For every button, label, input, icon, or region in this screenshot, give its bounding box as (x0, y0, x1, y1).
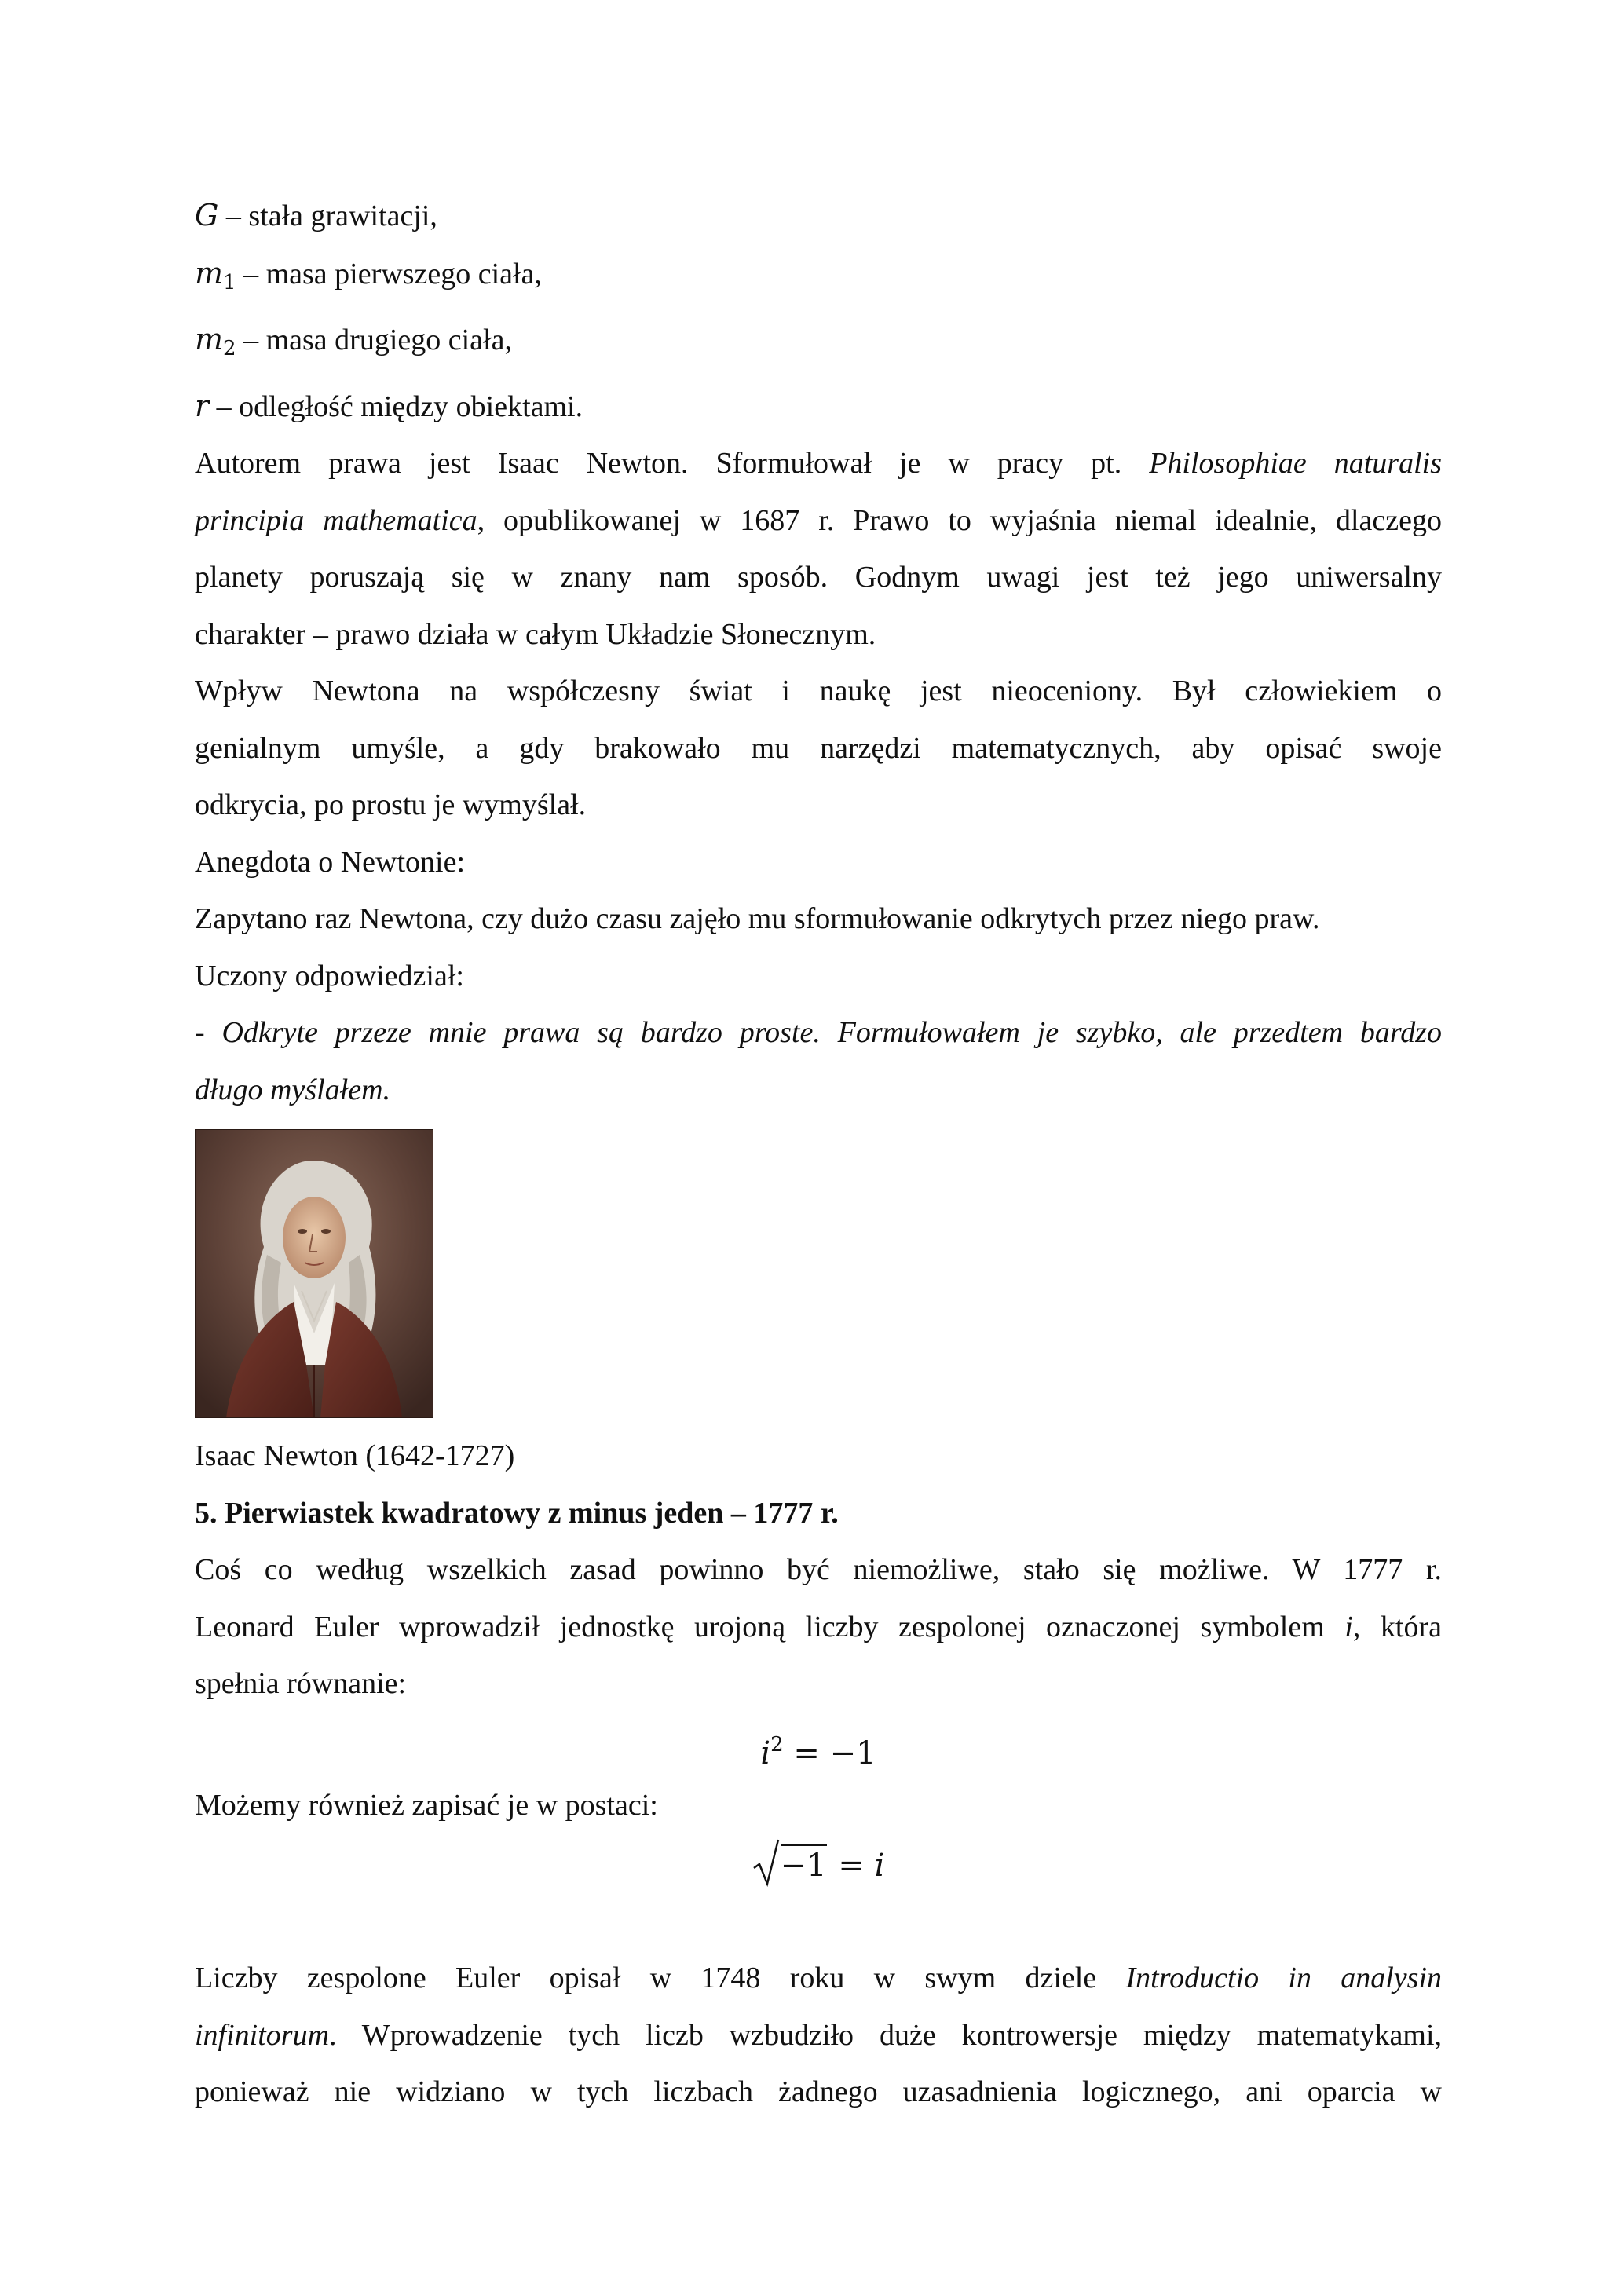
page-content (195, 187, 1442, 2121)
radical-sign-icon (752, 1838, 781, 1887)
definition-g-text: – stała grawitacji, (218, 199, 437, 232)
equation-sqrt-minus-one (195, 1834, 1442, 1898)
symbol-m2-subscript: 2 (223, 337, 236, 360)
symbol-m1-subscript: 1 (223, 270, 236, 294)
square-root (752, 1834, 828, 1898)
influence-paragraph-line-2: genialnym umyśle, a gdy brakowało mu narzędzi matematycznych, aby opisać swoje (195, 731, 1442, 765)
anecdote-heading: Anegdota o Newtonie: (195, 845, 466, 879)
portrait-caption: Isaac Newton (1642-1727) (195, 1439, 515, 1472)
section-5-line-3: spełnia równanie: (195, 1667, 407, 1700)
symbol-m2: m (195, 322, 224, 356)
definition-m2-text: – masa drugiego ciała, (236, 324, 512, 356)
euler-book-title-part-1: Introductio in analysin (1125, 1961, 1443, 1994)
symbol-g: G (195, 198, 219, 232)
section-5-line-2 (195, 1599, 1442, 1656)
symbol-m1: m (195, 255, 224, 291)
newton-text-1: Autorem prawa jest Isaac Newton. Sformułował je w pracy pt. (195, 447, 1150, 480)
euler-text-2: . Wprowadzenie tych liczb wzbudziło duże kontrowersje między matematykami, (329, 2018, 1442, 2052)
quote-dash: - (195, 1016, 222, 1049)
newton-paragraph-line-3: planety poruszają się w znany nam sposób. Godnym uwagi jest też jego uniwersalny (195, 561, 1442, 594)
newton-text-2: , opublikowanej w 1687 r. Prawo to wyjaśnia niemal idealnie, dlaczego (477, 503, 1443, 537)
spacer (195, 1898, 1442, 1950)
eq1-exponent: 2 (770, 1732, 784, 1757)
book-title-part-2: principia mathematica (195, 503, 477, 537)
influence-paragraph-line-3: odkrycia, po prostu je wymyślał. (195, 788, 587, 821)
section-5-line-5 (195, 1950, 1442, 2007)
influence-paragraph-line-1: Wpływ Newtona na współczesny świat i naukę jest nieoceniony. Był człowiekiem o (195, 675, 1442, 707)
eq2-equals: = (828, 1848, 875, 1884)
definition-r-text: – odległość między obiektami. (209, 389, 583, 423)
anecdote-quote-line-2: długo myślałem. (195, 1073, 391, 1106)
section-5-line-6 (195, 2007, 1442, 2064)
euler-text-1: Liczby zespolone Euler opisał w 1748 roku w swym dziele (195, 1961, 1126, 1994)
definition-m2 (195, 311, 1442, 378)
anecdote-line-1: Zapytano raz Newtona, czy dużo czasu zajęło mu sformułowanie odkrytych przez niego praw. (195, 902, 1320, 935)
definition-m1-text: – masa pierwszego ciała, (236, 257, 542, 291)
newton-paragraph-line-4: charakter – prawo działa w całym Układzie Słonecznym. (195, 617, 876, 651)
anecdote-quote-line-1 (195, 1004, 1442, 1062)
section-5-heading: 5. Pierwiastek kwadratowy z minus jeden – 1777 r. (195, 1496, 839, 1530)
section-5-line-7: ponieważ nie widziano w tych liczbach żadnego uzasadnienia logicznego, ani oparcia w (195, 2075, 1442, 2108)
euler-book-title-part-2: infinitorum (195, 2018, 330, 2052)
definition-m1 (195, 245, 1442, 312)
book-title-part-1: Philosophiae naturalis (1149, 447, 1443, 480)
anecdote-line-2: Uczony odpowiedział: (195, 959, 464, 993)
eq1-base: i (760, 1735, 771, 1771)
newton-paragraph-line-2 (195, 492, 1442, 550)
symbol-r: r (195, 388, 210, 423)
imaginary-unit-symbol: i (1344, 1610, 1353, 1643)
eq2-i: i (874, 1848, 885, 1884)
newton-paragraph-line-1 (195, 435, 1442, 492)
quote-text-1: Odkryte przeze mnie prawa są bardzo proste. Formułowałem je szybko, ale przedtem bardzo (221, 1016, 1443, 1049)
equation-i-squared (195, 1713, 1442, 1777)
definition-g (195, 187, 1442, 245)
eq1-rest: = −1 (783, 1735, 876, 1771)
section-5-line-4: Możemy również zapisać je w postaci: (195, 1788, 658, 1822)
section-5-text-a: Leonard Euler wprowadził jednostkę urojoną liczby zespolonej oznaczonej symbolem (195, 1610, 1345, 1643)
definition-r (195, 378, 1442, 436)
newton-portrait-image (195, 1129, 433, 1418)
section-5-line-1: Coś co według wszelkich zasad powinno być niemożliwe, stało się możliwe. W 1777 r. (195, 1553, 1442, 1586)
section-5-text-b: , która (1352, 1610, 1442, 1643)
radicand: −1 (781, 1844, 827, 1884)
